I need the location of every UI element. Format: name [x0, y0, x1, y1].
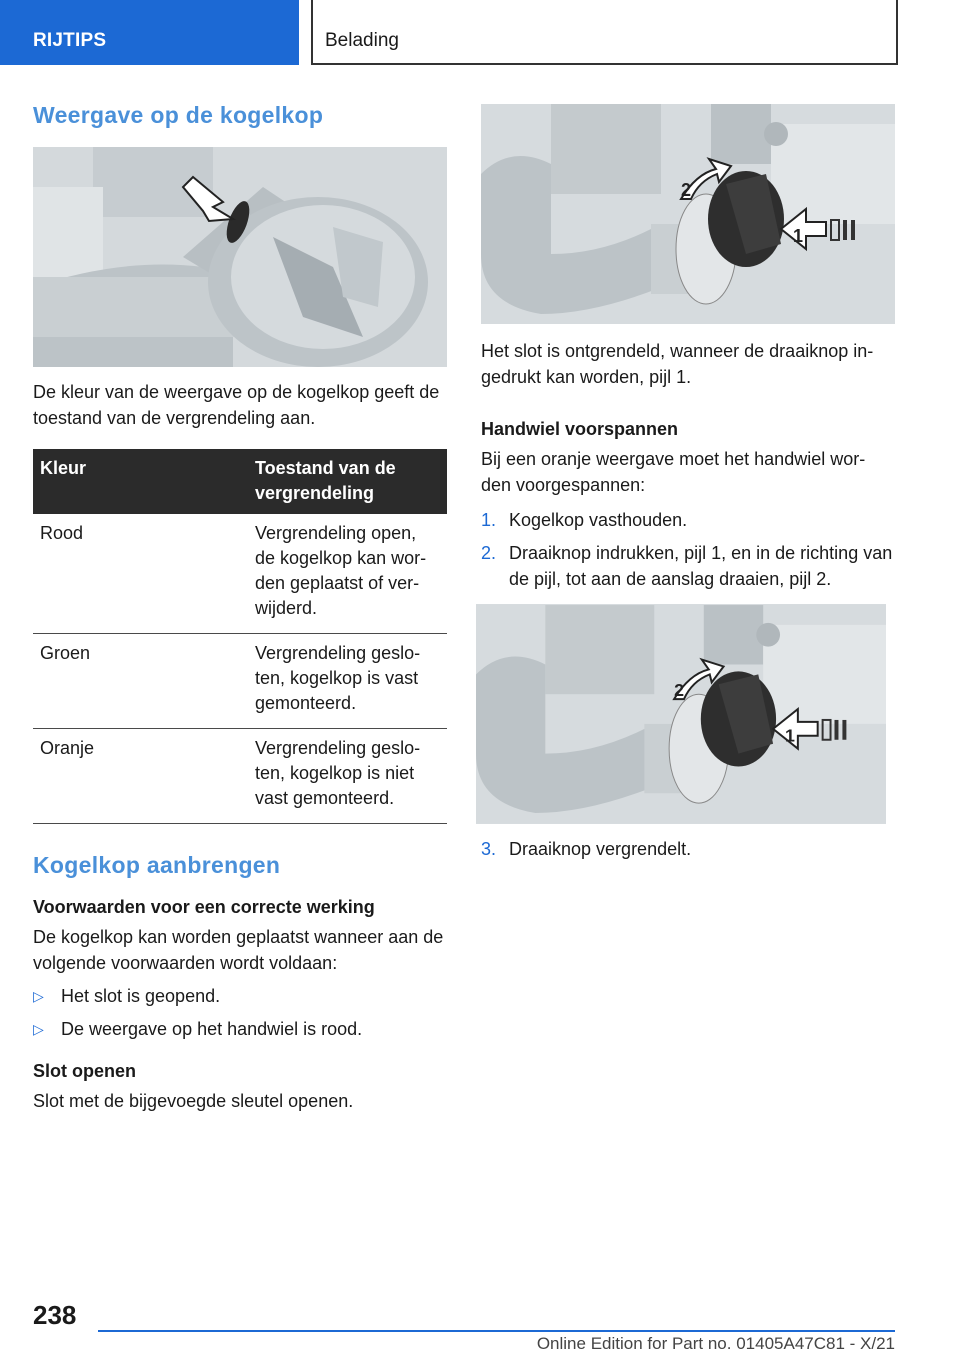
triangle-bullet-icon: ▷ — [33, 988, 44, 1004]
handwheel-illustration-bottom — [476, 604, 886, 824]
tow-ball-indicator-illustration — [33, 147, 447, 367]
table-cell-state: Vergrendeling open, de kogelkop kan wor-den geplaatst of ver-wijderd. — [248, 514, 447, 634]
topic-label: Belading — [325, 30, 399, 51]
right-column — [481, 104, 895, 869]
triangle-bullet-icon: ▷ — [33, 1021, 44, 1037]
list-item: 3. Draaiknop vergrendelt. — [481, 836, 895, 862]
arrow-1-label: 1 — [793, 226, 804, 246]
caption-unlocked: Het slot is ontgrendeld, wanneer de draaiknop in-gedrukt kan worden, pijl 1. — [481, 341, 874, 387]
status-table — [33, 449, 447, 824]
steps-list-continued — [481, 836, 895, 862]
footer-divider — [98, 1330, 895, 1332]
table-cell-color: Rood — [33, 514, 248, 634]
handwheel-illustration-top — [481, 104, 895, 324]
subheading-conditions: Voorwaarden voor een correcte werking — [33, 897, 375, 917]
subheading-open-lock: Slot openen — [33, 1061, 136, 1081]
arrow-2-label: 2 — [681, 180, 692, 200]
list-item: ▷ Het slot is geopend. — [33, 983, 447, 1009]
table-cell-state: Vergrendeling geslo-ten, kogelkop is niet vast gemonteerd. — [248, 729, 447, 824]
table-row — [33, 634, 447, 729]
arrow-1-label: 1 — [784, 725, 795, 746]
conditions-list — [33, 983, 447, 1042]
open-lock-paragraph: Slot met de bijgevoegde sleutel openen. — [33, 1091, 354, 1111]
section-tab — [0, 0, 299, 65]
page-number: 238 — [33, 1300, 77, 1330]
section-heading-mounting: Kogelkop aanbrengen — [33, 852, 281, 878]
footer-edition: Online Edition for Part no. 01405A47C81 - X/21 — [536, 1334, 895, 1353]
section-heading-display: Weergave op de kogelkop — [33, 102, 324, 128]
table-header-row — [33, 449, 447, 514]
steps-list — [481, 507, 895, 592]
table-header-state: Toestand van de vergrendeling — [248, 449, 447, 514]
table-cell-state: Vergrendeling geslo-ten, kogelkop is vast gemonteerd. — [248, 634, 447, 729]
table-cell-color: Groen — [33, 634, 248, 729]
table-cell-color: Oranje — [33, 729, 248, 824]
list-item: 2. Draaiknop indrukken, pijl 1, en in de richting van de pijl, tot aan de aanslag draaien, pijl 2. — [481, 540, 895, 592]
list-item: ▷ De weergave op het handwiel is rood. — [33, 1016, 447, 1042]
list-item: 1. Kogelkop vasthouden. — [481, 507, 895, 533]
table-header-color: Kleur — [33, 449, 248, 514]
section-label: RIJTIPS — [33, 30, 107, 51]
arrow-2-label: 2 — [674, 680, 684, 701]
pretension-paragraph: Bij een oranje weergave moet het handwiel wor-den voorgespannen: — [481, 449, 866, 495]
step-number: 2. — [481, 543, 497, 563]
table-row — [33, 514, 447, 634]
step-number: 1. — [481, 510, 497, 530]
conditions-paragraph: De kogelkop kan worden geplaatst wanneer aan de volgende voorwaarden wordt voldaan: — [33, 927, 444, 973]
left-column — [33, 100, 447, 1114]
step-number: 3. — [481, 839, 497, 859]
subheading-pretension: Handwiel voorspannen — [481, 419, 679, 439]
table-row — [33, 729, 447, 824]
intro-paragraph: De kleur van de weergave op de kogelkop geeft de toestand van de vergrendeling aan. — [33, 382, 440, 428]
topic-box — [311, 0, 898, 65]
